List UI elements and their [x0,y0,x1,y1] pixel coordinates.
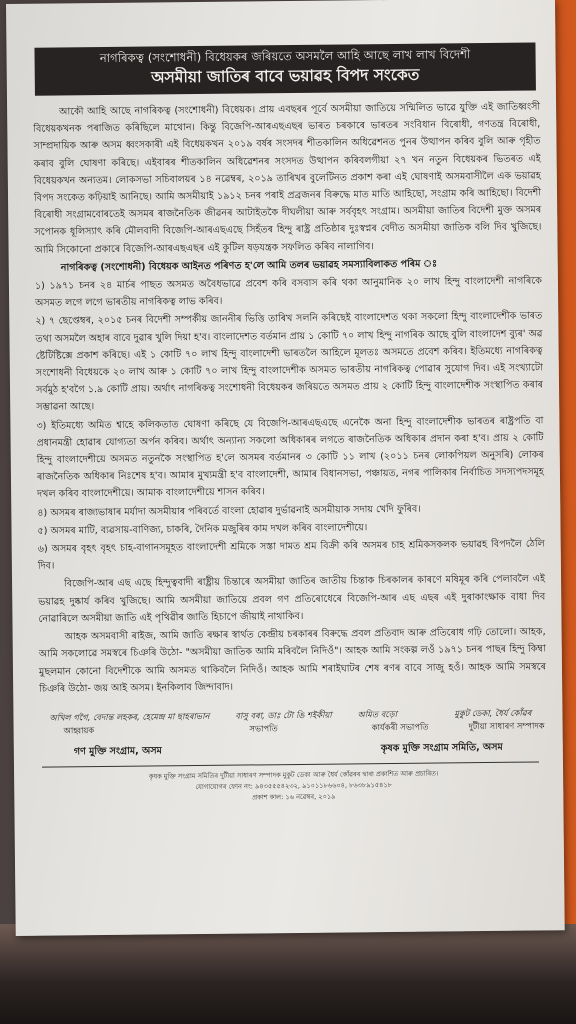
point-2: ২) ৭ ছেপ্তেম্বৰ, ২০১৫ চনৰ বিদেশী সম্পৰ্কীয় জাননীৰ ভিত্তি তাৰিখ সলনি কৰিছেই বাংলাদেশত থকা সকলো হিন্দু বাংলাদেশীক ভাৰত তথা অসমলৈ অহাৰ বাবে দুৱাৰ খুলি দিয়া হ'ব। বাংলাদেশত বৰ্তমান প্ৰায় ১ কোটি ৭০ লাখ হিন্দু নাগৰিক আছে বুলি বাংলাদেশ ব্যুৰ' অৱ ষ্টেটিষ্টিক্সে প্ৰকাশ কৰিছে। এই ১ কোটি ৭০ লাখ হিন্দু বাংলাদেশী ভাৰতলৈ আহিলে মূলতঃ অসমতে প্ৰবেশ কৰিব। ইতিমধ্যে নাগৰিকত্ব সংশোধনী বিধেয়কে ২০ লাখ আৰু ১ কোটি ৭০ লাখ হিন্দু বাংলাদেশীক অসমত ভাৰতীয় নাগৰিকত্ব পোৱাৰ সুযোগ দিব। এই সংখ্যাটো সৰ্বমুঠ হ'বগৈ ১.৯ কোটি প্ৰায়। অৰ্থাৎ নাগৰিকত্ব সংশোধনী বিধেয়কৰ জৰিয়তে অসমত প্ৰায় ২ কোটি হিন্দু বাংলাদেশীক সংস্থাপিত কৰাৰ সম্ভাৱনা আছে। [35,310,544,414]
signature-names: অখিল গগৈ, বেদান্ত লহকৰ, হেমেন্দ্ৰ মা ছাহৰাভান [49,710,210,723]
organizations [74,741,503,760]
footer-date: প্ৰকাশ কাল: ১৬ নৱেম্বৰ, ২০১৯ [252,792,336,802]
signature-names: বাসু বৰা, ডাঃ টো ঙি শইকীয়া [235,709,332,721]
header-subtitle: নাগৰিকত্ব (সংশোধনী) বিধেয়কৰ জৰিয়তে অসমলৈ আহি আছে লাখ লাখ বিদেশী [99,47,471,66]
pamphlet-sheet [6,0,565,936]
signature-block [49,710,209,738]
point-4: ৪) অসমৰ ৰাজ্যভাষাৰ মৰ্যাদা অসমীয়াৰ পৰিবৰ্তে বাংলা হোৱাৰ দুৰ্ভাৱনাই অসমীয়াক সদায় খেদি ফুৰিব। [37,503,421,519]
footer-publisher: কৃষক মুক্তি সংগ্ৰাম সমিতিৰ দুটীয়া সাধাৰণ সম্পাদক মুকুট ডেকা আৰু ধৈৰ্য কোঁৱৰৰ দ্বাৰা প্ৰকাশিত আৰু প্ৰচাৰিত। [148,769,439,781]
point-1: ১) ১৯৭১ চনৰ ২৪ মাৰ্চৰ পাছত অসমত অবৈধভাৱে প্ৰবেশ কৰি বসবাস কৰি থকা আনুমানিক ২০ লাখ হিন্দু বাংলাদেশী নাগৰিকে অসমত লগে লগে ভাৰতীয় নাগৰিকত্ব লাভ কৰিব। [34,275,542,309]
point-3: ৩) ইতিমধ্যে অমিত শ্বাহে কলিকতাত ঘোষণা কৰিছে যে বিজেপি-আৰএছএছে এনেকৈ অনা হিন্দু বাংলাদেশীক ভাৰতৰ ৰাষ্ট্ৰপতি বা প্ৰধানমন্ত্ৰী হোৱাৰ যোগ্যতা অৰ্পন কৰিব। অৰ্থাৎ অন্যান্য সকলো অধিকাৰৰ লগতে ৰাজনৈতিক অধিকাৰ প্ৰদান কৰা হ'ব। প্ৰায় ২ কোটি হিন্দু বাংলাদেশীয়ে অসমত নতুনকৈ সংস্থাপিত হ'লে অসমৰ বৰ্তমানৰ ৩ কোটি ১১ লাখ (২০১১ চনৰ লোকপিয়ল অনুসৰি) লোকৰ ৰাজনৈতিক অধিকাৰ নিঃশেষ হ'ব। আমাৰ মুখ্যমন্ত্ৰী হ'ব বাংলাদেশী, আমাৰ বিধানসভা, পঞ্চায়ত, নগৰ পালিকাৰ নিৰ্বাচিত সদস্যপদসমূহ দখল কৰিব বাংলাদেশীয়ে। আমাক বাংলাদেশীয়ে শাসন কৰিব। [36,415,544,501]
signature-names: মুকুট ডেকা, ধৈৰ্য কোঁৱৰ [454,707,532,719]
header-title: অসমীয়া জাতিৰ বাবে ভয়াৱহ বিপদ সংকেত [151,65,420,87]
signature-title: দুটীয়া সাধাৰণ সম্পাদক [468,720,545,732]
background-floor [0,924,576,1024]
point-6: ৬) অসমৰ বৃহৎ বৃহৎ চাহ-বাগানসমূহত বাংলাদেশী শ্ৰমিকে সস্তা দামত শ্ৰম বিক্ৰী কৰি অসমৰ চাহ শ্ৰমিকসকলক ভয়াৱহ বিপদলৈ ঠেলি দিব। [37,538,545,572]
footer-contact: যোগাযোগৰ ফোন নং: ৯৪৩৫৫৫৪২৩২, ৯১০১১৮৬৬০৪, ৮৬৩৮৯১৫৪১৮ [195,780,392,791]
footer-divider [42,761,539,767]
header-banner [34,42,535,95]
intro-paragraph: আকৌ আহি আছে নাগৰিকত্ব (সংশোধনী) বিধেয়ক। প্ৰায় এবছৰৰ পূৰ্বে অসমীয়া জাতিয়ে সন্মিলিত ভাৱে যুক্তি এই জাতিধ্বংসী বিধেয়কখনক পৰাজিত কৰিছিলে মাথোন। কিন্তু বিজেপি-আৰএছএছৰ ভাৰত চৰকাৰে ভাৰতৰ সংবিধান বিৰোধী, গণতন্ত্ৰ বিৰোধী, সাম্প্ৰদায়িক আৰু অসম ধ্বংসকাৰী এই বিধেয়কখন ২০১৯ বৰ্ষৰ সংসদৰ শীতকালিন অধিৱেশনত পুনৰ উত্থাপন কৰিব বুলি আৰু গৃহীত কৰাব বুলি ঘোষণা কৰিছে। এইবাৰৰ শীতকালিন অধিৱেশনৰ সংসদত উত্থাপন কৰিবলগীয়া ২৭ খন নতুন বিধেয়কৰ ভিতৰত এই বিধেয়কখন অন্যতম। লোকসভা সচিবালয়ৰ ১৪ নৱেম্বৰ, ২০১৯ তাৰিখৰ বুলেটিনত প্ৰকাশ কৰা এই ঘোষণাই অসমবাসীলৈ এক ভয়াৱহ বিপদ সংকেত কঢ়িয়াই আনিছে। আমি অসমীয়াই ১৯১২ চনৰ পৰাই প্ৰব্ৰজনৰ বিৰুদ্ধে মাত মাতি আহিছো, সংগ্ৰাম কৰি আহিছো। বিদেশী বিৰোধী সংগ্ৰামবোৰতেই অসমৰ ৰাজনৈতিক জীৱনৰ আটাইতকৈ দীঘলীয়া আৰু সৰ্ববৃহৎ সংগ্ৰাম। অসমীয়া জাতিৰ বিদেশী মুক্ত অসমৰ সপোনক ধূলিস্যাৎ কৰি মৌলবাদী বিজেপি-আৰএছএছে সিহঁতৰ হিন্দু ৰাষ্ট্ৰ প্ৰতিষ্ঠাৰ দুঃস্বপ্নৰ বেদীত অসমীয়া জাতিক বলি দিব খুজিছে। আমি সিকোনো প্ৰকাৰে বিজেপি-আৰএছএছৰ এই কুটিল ষড়যন্ত্ৰক সফলিত কৰিব নালাগিব। [33,101,542,256]
signature-title: আহ্বায়ক [63,725,95,736]
signature-title: কাৰ্যকৰী সভাপতি [371,721,429,733]
signature-names: অমিত বড়ো [357,708,397,720]
warning-paragraph: বিজেপি-আৰ এছ এছে হিন্দুত্ববাদী ৰাষ্ট্ৰীয় চিন্তাৰে অসমীয়া জাতিৰ জাতীয় চিন্তাক চিৰকালৰ কাৰণে মষিমূৰ কৰি পেলাবলৈ এই ভয়াৱহ দুষ্কাৰ্য কৰিব খুজিছে। আমি অসমীয়া জাতিয়ে প্ৰবল গণ প্ৰতিৰোধেৰে বিজেপি-আৰ এছ এছৰ এই দুৰাকাংক্ষাক বাধা দিব নোৱাৰিলে অসমীয়া জাতি এই পৃথিৱীৰ জাতি হিচাপে জীয়াই নাথাকিব। [38,573,546,625]
point-5: ৫) অসমৰ মাটি, ব্যৱসায়-বাণিজ্য, চাকৰি, দৈনিক মজুৰিৰ কাম দখল কৰিব বাংলাদেশীয়ে। [37,522,368,537]
organization-name: কৃষক মুক্তি সংগ্ৰাম সমিতি, অসম [380,741,503,755]
signatures [49,706,544,737]
signature-title: সভাপতি [249,723,278,734]
footer [54,767,533,805]
signature-block [358,708,429,735]
pamphlet-body [33,98,546,697]
problems-heading: নাগৰিকত্ব (সংশোধনী) বিধেয়ক আইনত পৰিণত হ'লে আমি তলৰ ভয়াৱহ সমস্যাবিলাকত পৰিম ঃ [60,258,438,274]
signature-block [235,709,332,736]
signature-block [454,706,544,733]
call-to-action-paragraph: আহক অসমবাসী ৰাইজ, আমি জাতি ৰক্ষাৰ স্বাৰ্থত কেন্দ্ৰীয় চৰকাৰৰ বিৰুদ্ধে প্ৰবল প্ৰতিবাদ আৰু প্ৰতিৰোধ গঢ়ি তোলো। আহক, আমি সকলোৱে সমস্বৰে চিঞৰি উঠো- "অসমীয়া জাতিক আমি মৰিবলৈ নিদিওঁ"। আহক আমি সংকল্প লওঁ ১৯৭১ চনৰ পাছৰ হিন্দু কিম্বা মুছলমান কোনো বিদেশীকে আমি অসমত থাকিবলৈ নিদিওঁ। আহক আমি শৰাইঘাটৰ শেষ ৰণৰ বাবে সাজু হওঁ। আহক আমি সমস্বৰে চিঞৰি উঠো- জয় আই অসম। ইনকিলাব জিন্দাবাদ। [38,626,547,695]
organization-name: গণ মুক্তি সংগ্ৰাম, অসম [73,745,162,758]
